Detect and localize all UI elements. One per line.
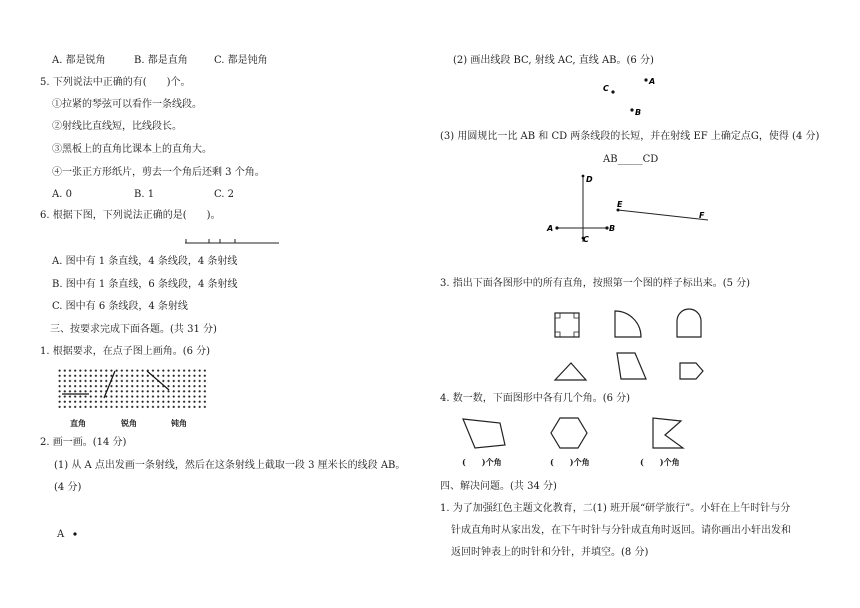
q6-line-figure (185, 237, 285, 247)
s3-q2-part1-line2: (4 分) (54, 482, 82, 493)
label-f: F (699, 211, 705, 220)
s3-q2-stem: 2. 画一画。(14 分) (40, 437, 127, 448)
q4-blank-1[interactable]: ( )个角 (462, 457, 502, 467)
q5-item-1: ①拉紧的琴弦可以看作一条线段。 (52, 99, 202, 110)
s3-q1-stem: 1. 根据要求，在点子图上画角。(6 分) (40, 346, 211, 357)
q3-stem: 3. 指出下面各图形中的所有直角，按照第一个图的样子标出来。(5 分) (440, 278, 751, 289)
s3-q2-part1-line1: (1) 从 A 点出发画一条射线，然后在这条射线上截取一段 3 厘米长的线段 AB。 (54, 460, 406, 471)
q5-item-2: ②射线比直线短，比线段长。 (52, 121, 182, 132)
q5-stem: 5. 下列说法中正确的有( )个。 (40, 77, 191, 88)
q4-blank-3[interactable]: ( )个角 (640, 457, 680, 467)
q4-shapes (455, 415, 705, 455)
point-a-label-2: A (649, 77, 656, 86)
point-a-dot[interactable] (72, 531, 78, 537)
segments-rays-figure (545, 170, 715, 250)
q2-part3-text: (3) 用圆规比一比 AB 和 CD 两条线段的长短，并在射线 EF 上确定点G，使得 (4 分) (440, 131, 820, 142)
dot-grid-label-obtuse-angle: 钝角 (171, 418, 187, 428)
label-d: D (586, 175, 593, 184)
problem-1-line-2: 针成直角时从家出发，在下午时针与分针成直角时返回。请你画出小轩出发和 (451, 525, 791, 536)
q6-option-c: C. 图中有 6 条线段，4 条射线 (52, 301, 188, 312)
q5-option-b: B. 1 (134, 189, 155, 200)
problem-1-line-1: 1. 为了加强红色主题文化教育，二(1) 班开展“研学旅行”。小轩在上午时针与分 (440, 503, 791, 514)
q3-shapes[interactable] (545, 305, 715, 385)
label-e: E (617, 200, 623, 209)
dot-grid-label-acute-angle: 锐角 (121, 418, 137, 428)
point-c-label: C (603, 84, 609, 93)
dot-grid-angles (57, 368, 217, 418)
q5-item-3: ③黑板上的直角比课本上的直角大。 (52, 144, 212, 155)
q4-option-c: C. 都是钝角 (214, 55, 268, 66)
q4-option-a: A. 都是锐角 (52, 55, 106, 66)
q6-stem: 6. 根据下图，下列说法正确的是( )。 (40, 210, 221, 221)
point-b-label: B (635, 108, 642, 117)
q2-part2-text: (2) 画出线段 BC, 射线 AC, 直线 AB。(6 分) (453, 55, 654, 66)
label-a: A (547, 224, 554, 233)
dot-grid-label-right-angle: 直角 (70, 418, 86, 428)
q6-option-a: A. 图中有 1 条直线，4 条线段，4 条射线 (52, 256, 238, 267)
q5-option-c: C. 2 (214, 189, 235, 200)
point-a-label: A (57, 529, 65, 540)
compare-blank[interactable]: AB_____CD (603, 154, 659, 165)
q5-option-a: A. 0 (52, 189, 72, 200)
q6-option-b: B. 图中有 1 条直线，6 条线段，4 条射线 (52, 279, 238, 290)
points-abc-figure[interactable] (600, 75, 660, 120)
section-3-heading: 三、按要求完成下面各题。(共 31 分) (50, 324, 217, 335)
label-b: B (609, 224, 616, 233)
problem-1-line-3: 返回时钟表上的时针和分针，并填空。(8 分) (451, 547, 649, 558)
label-c: C (583, 235, 589, 244)
q4-blank-2[interactable]: ( )个角 (550, 457, 590, 467)
q4-option-b: B. 都是直角 (134, 55, 188, 66)
q5-item-4: ④一张正方形纸片，剪去一个角后还剩 3 个角。 (52, 167, 265, 178)
q4-stem: 4. 数一数，下面图形中各有几个角。(6 分) (440, 393, 631, 404)
section-4-heading: 四、解决问题。(共 34 分) (440, 481, 557, 492)
